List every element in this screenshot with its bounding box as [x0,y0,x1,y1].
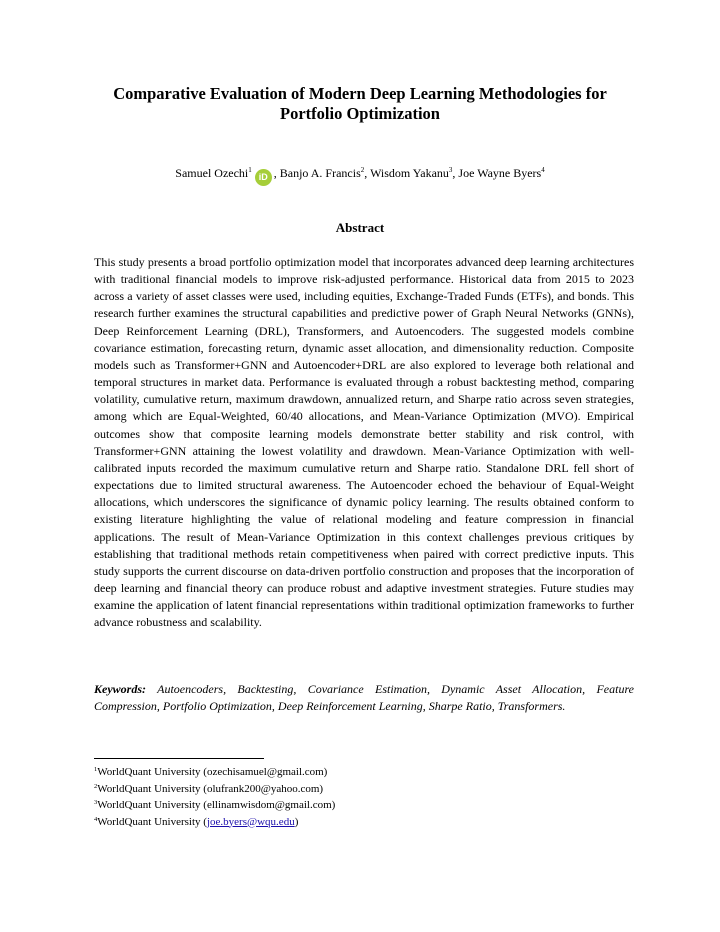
footnote-text: WorldQuant University (ozechisamuel@gmail.com) [97,766,328,778]
footnote-text: WorldQuant University (olufrank200@yahoo.com) [97,782,324,795]
footnote-mark: 1 [94,766,98,773]
author-separator: , [452,166,459,180]
author-name: Banjo A. Francis [279,166,361,180]
author-name: Joe Wayne Byers [458,166,542,180]
abstract-heading: Abstract [335,220,385,235]
footnote [94,814,634,831]
author-name: Wisdom Yakanu [370,166,449,180]
keywords-label: Keywords: [94,682,146,696]
footnote-mark: 3 [94,799,98,806]
author-separator: , [273,166,280,180]
email-link[interactable]: joe.byers@wqu.edu [206,815,295,828]
abstract-body: This study presents a broad portfolio optimization model that incorporates advanced deep learning architectures with traditional financial models to improve risk-adjusted performance. Historical data from 2015 to 2023 across a variety of asset classes were used, including equities, Exchange-Traded Funds (ETFs), and bonds. This research further examines the structural capabilities and predictive power of Graph Neural Networks (GNNs), Deep Reinforcement Learning (DRL), Transformers, and Autoencoders. The suggested models combine covariance estimation, forecasting return, dynamic asset allocation, and dimensionality reduction. Composite models such as Transformer+GNN and Autoencoder+DRL are also explored to leverage both relational and temporal structures in market data. Performance is evaluated through a robust backtesting method, comparing volatility, cumulative return, maximum drawdown, annualized return, and Sharpe ratio across seven strategies, among which are Equal-Weighted, 60/40 allocations, and Mean-Variance Optimization (MVO). Empirical outcomes show that composite learning models demonstrate better stability and risk control, with Transformer+GNN attaining the lowest volatility and drawdown. Mean-Variance Optimization with well-calibrated inputs recorded the maximum cumulative return and Sharpe ratio. Standalone DRL fell short of expectations due to limited structural awareness. The Autoencoder echoed the behaviour of Equal-Weight allocations, which underscores the significance of dynamic policy learning. The results obtained conform to existing literature highlighting the value of relational modeling and feature compression in financial applications. The result of Mean-Variance Optimization in this context challenges previous critiques by establishing that traditional methods retain competitiveness when paired with correct predictive inputs. This study supports the current discourse on data-driven portfolio construction and proposes that the incorporation of deep learning and financial theory can produce robust and adaptive investment strategies. Future studies may examine the application of latent financial representations within traditional optimization frameworks to further advance robustness and scalability. [94,255,634,630]
footnote-mark: 4 [94,815,98,823]
keywords-list: Autoencoders, Backtesting, Covariance Estimation, Dynamic Asset Allocation, Feature Compression, Portfolio Optimization, Deep Reinforcement Learning, Sharpe Ratio, Transformers. [94,682,634,713]
author-name: Samuel Ozechi [175,166,249,180]
paper-title [60,84,660,124]
footnote-divider [94,758,264,759]
footnote-text-suffix: ) [294,815,299,828]
author-affiliation-mark: 3 [448,166,453,174]
footnote [94,764,634,781]
author-affiliation-mark: 2 [360,166,365,174]
keywords [94,681,634,715]
paper-title-line-2: Portfolio Optimization [280,104,440,123]
footnote [94,797,634,814]
footnotes [94,764,634,830]
author-affiliation-mark: 4 [541,166,545,174]
footnote-mark: 2 [94,782,98,790]
author-list [60,164,660,186]
orcid-icon[interactable]: iD [255,169,272,186]
author-separator: , [364,166,371,180]
footnote [94,781,634,798]
author-affiliation-mark: 1 [248,166,252,174]
paper-title-line-1: Comparative Evaluation of Modern Deep Learning Methodologies for [113,84,607,103]
footnote-text-prefix: WorldQuant University ( [97,815,207,828]
footnote-text: WorldQuant University (ellinamwisdom@gmail.com) [97,799,336,811]
